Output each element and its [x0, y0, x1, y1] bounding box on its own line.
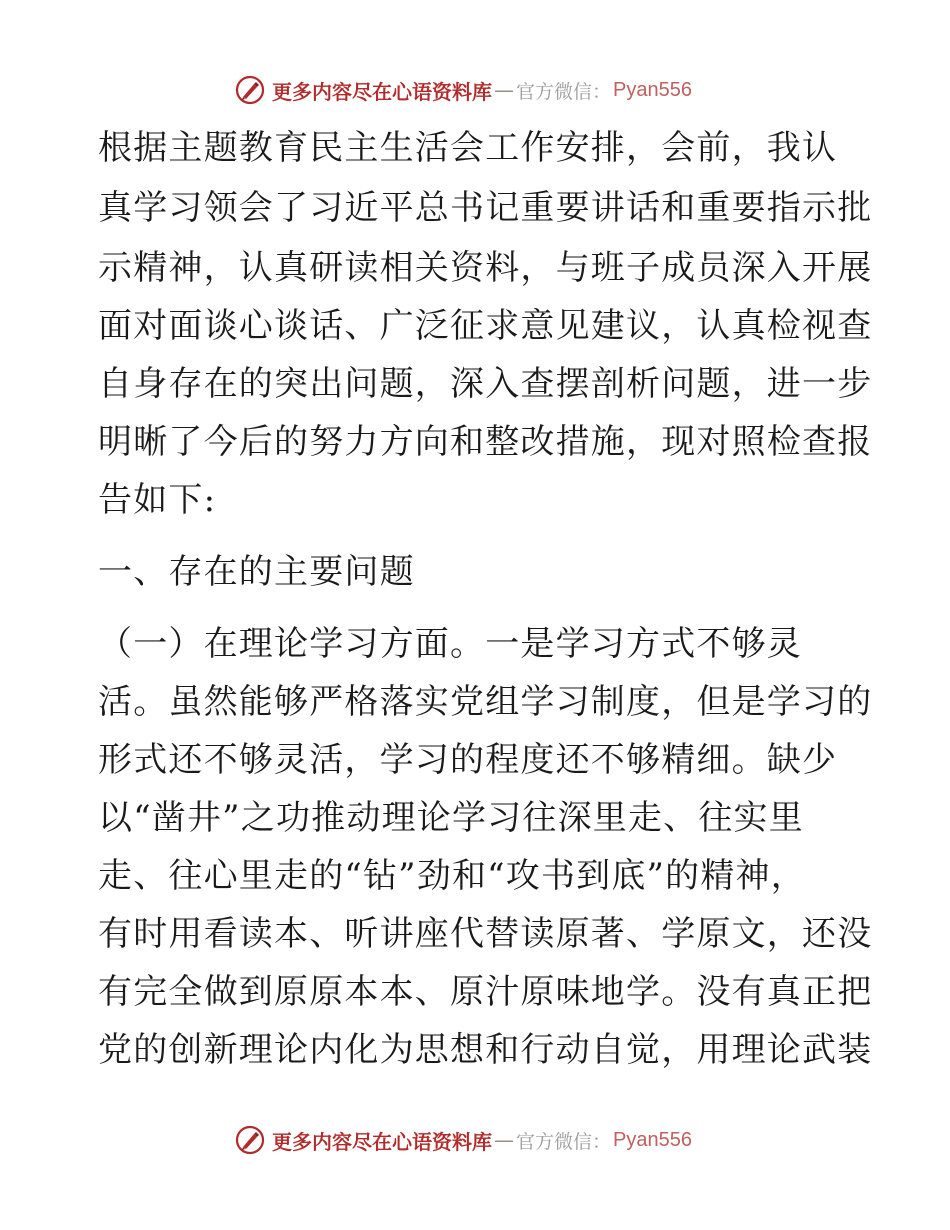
banner-official-label: 官方微信： — [516, 1130, 612, 1153]
banner-brand-text: 更多内容尽在心语资料库 — [272, 79, 492, 104]
subsection-line: （一）在理论学习方面。一是学习方式不够灵 — [98, 624, 802, 664]
subsection-line: 党的创新理论内化为思想和行动自觉，用理论武装 — [98, 1030, 873, 1070]
subsection-line: 走、往心里走的“钻”劲和“攻书到底”的精神， — [98, 856, 806, 896]
subsection-line: 形式还不够灵活，学习的程度还不够精细。缺少 — [98, 740, 838, 780]
subsection-line: 以“凿井”之功推动理论学习往深里走、往实里 — [98, 798, 804, 838]
intro-line: 真学习领会了习近平总书记重要讲话和重要指示批 — [98, 188, 873, 228]
intro-line: 面对面谈心谈话、广泛征求意见建议，认真检视查 — [98, 306, 873, 346]
header-banner — [234, 73, 734, 107]
section-heading: 一、存在的主要问题 — [98, 552, 415, 592]
intro-line: 示精神，认真研读相关资料，与班子成员深入开展 — [98, 248, 873, 288]
banner-separator: — — [494, 78, 514, 102]
subsection-line: 有完全做到原原本本、原汁原味地学。没有真正把 — [98, 972, 873, 1012]
intro-line: 明晰了今后的努力方向和整改措施，现对照检查报 — [98, 422, 873, 462]
banner-separator: — — [494, 1128, 514, 1152]
pen-logo-icon — [234, 74, 266, 106]
footer-banner — [234, 1123, 734, 1157]
banner-brand-text: 更多内容尽在心语资料库 — [272, 1129, 492, 1154]
banner-wechat-id: Pyan556 — [613, 78, 692, 101]
banner-official-label: 官方微信： — [516, 80, 612, 103]
intro-line: 告如下: — [98, 480, 217, 520]
subsection-line: 活。虽然能够严格落实党组学习制度，但是学习的 — [98, 682, 873, 722]
banner-wechat-id: Pyan556 — [613, 1128, 692, 1151]
pen-logo-icon — [234, 1124, 266, 1156]
intro-line: 根据主题教育民主生活会工作安排，会前，我认 — [98, 128, 838, 168]
intro-line: 自身存在的突出问题，深入查摆剖析问题，进一步 — [98, 364, 873, 404]
subsection-line: 有时用看读本、听讲座代替读原著、学原文，还没 — [98, 914, 873, 954]
